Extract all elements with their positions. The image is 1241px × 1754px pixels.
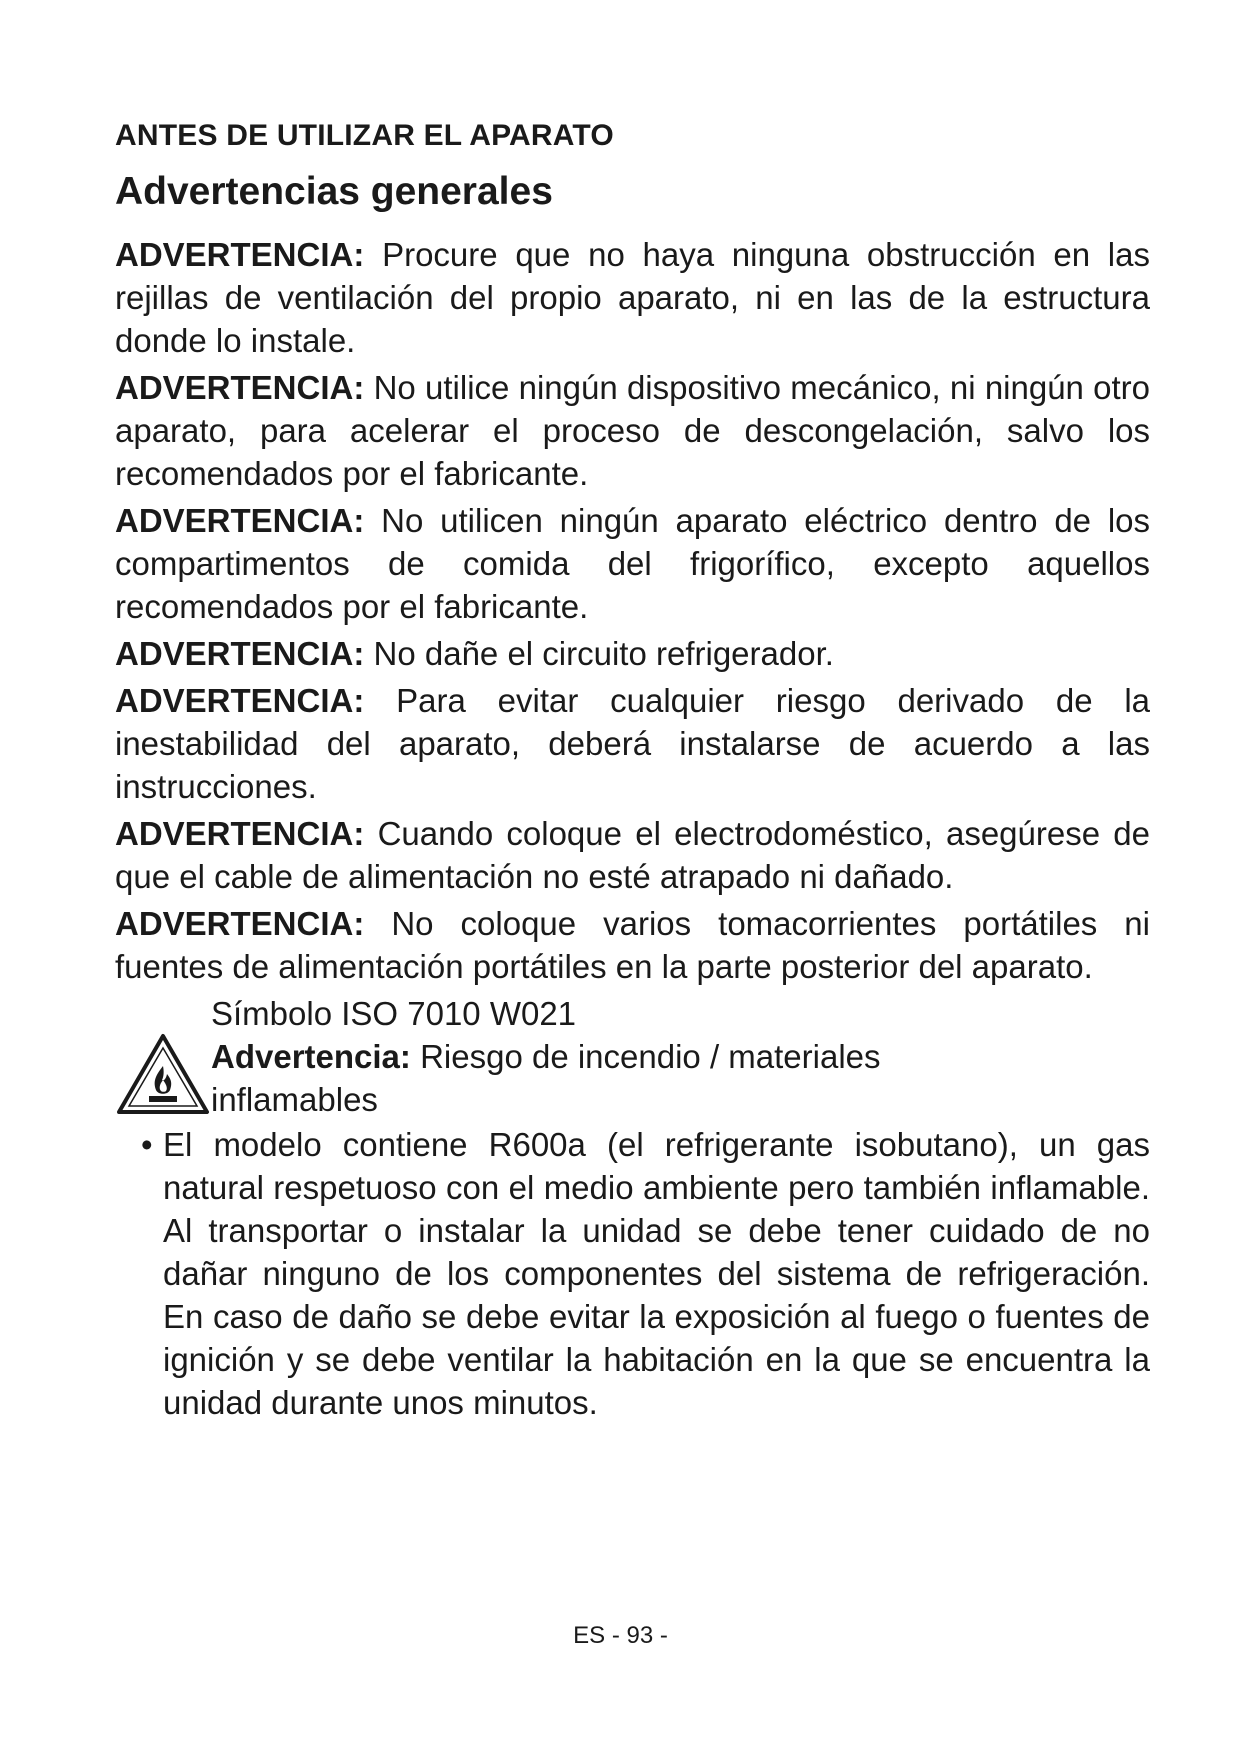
symbol-warning-text-cont: inflamables <box>211 1080 378 1118</box>
symbol-warning-line <box>211 1035 1150 1078</box>
warning-text: No dañe el circuito refrigerador. <box>373 634 834 672</box>
warning-label: ADVERTENCIA: <box>115 904 365 942</box>
section-title: ANTES DE UTILIZAR EL APARATO <box>115 119 614 152</box>
warning-text: No utilicen ningún aparato eléctrico dentro de los compartimentos de comida del frigorífico, excepto aquellos recomendados por el fabricante. <box>115 501 1151 625</box>
warning-paragraph <box>115 679 1150 808</box>
warning-label: ADVERTENCIA: <box>115 235 365 273</box>
warning-paragraph <box>115 499 1150 628</box>
warning-label: ADVERTENCIA: <box>115 681 365 719</box>
warning-label: ADVERTENCIA: <box>115 501 365 539</box>
warning-paragraph <box>115 366 1150 495</box>
bullet-text: El modelo contiene R600a (el refrigerante isobutano), un gas natural respetuoso con el medio ambiente pero también inflamable. Al transportar o instalar la unidad se debe tener cuidado de no dañar ninguno de los componentes del sistema de refrigeración. En caso de daño se debe evitar la exposición al fuego o fuentes de ignición y se debe ventilar la habitación en la que se encuentra la unidad durante unos minutos. <box>163 1125 1150 1421</box>
warning-label: ADVERTENCIA: <box>115 814 365 852</box>
page-number: ES - 93 - <box>573 1622 668 1649</box>
symbol-code: Símbolo ISO 7010 W021 <box>211 994 577 1032</box>
warning-text: Cuando coloque el electrodoméstico, asegúrese de que el cable de alimentación no esté atrapado ni dañado. <box>115 814 1151 895</box>
flammable-warning-icon <box>115 1032 211 1116</box>
warning-paragraph <box>115 632 1150 675</box>
warning-paragraph <box>115 812 1150 898</box>
symbol-warning-text: Riesgo de incendio / materiales <box>420 1037 881 1075</box>
page-title: Advertencias generales <box>115 170 553 213</box>
warning-text: Procure que no haya ninguna obstrucción en las rejillas de ventilación del propio aparato, ni en las de la estructura donde lo instale. <box>115 235 1150 359</box>
warning-label: ADVERTENCIA: <box>115 368 365 406</box>
warning-paragraph <box>115 902 1150 988</box>
warning-paragraph <box>115 233 1150 362</box>
warning-text: No coloque varios tomacorrientes portátiles ni fuentes de alimentación portátiles en la parte posterior del aparato. <box>115 904 1150 985</box>
warning-label: ADVERTENCIA: <box>115 634 365 672</box>
warning-text: Para evitar cualquier riesgo derivado de la inestabilidad del aparato, deberá instalarse de acuerdo a las instrucciones. <box>115 681 1151 805</box>
symbol-warning-label: Advertencia: <box>211 1037 411 1075</box>
page-content <box>115 118 1150 1424</box>
warning-text: No utilice ningún dispositivo mecánico, ni ningún otro aparato, para acelerar el proceso de descongelación, salvo los recomendados por el fabricante. <box>115 368 1151 492</box>
flammable-symbol-block <box>115 992 1150 1121</box>
list-item <box>115 1123 1150 1424</box>
bullet-icon: • <box>141 1125 153 1163</box>
